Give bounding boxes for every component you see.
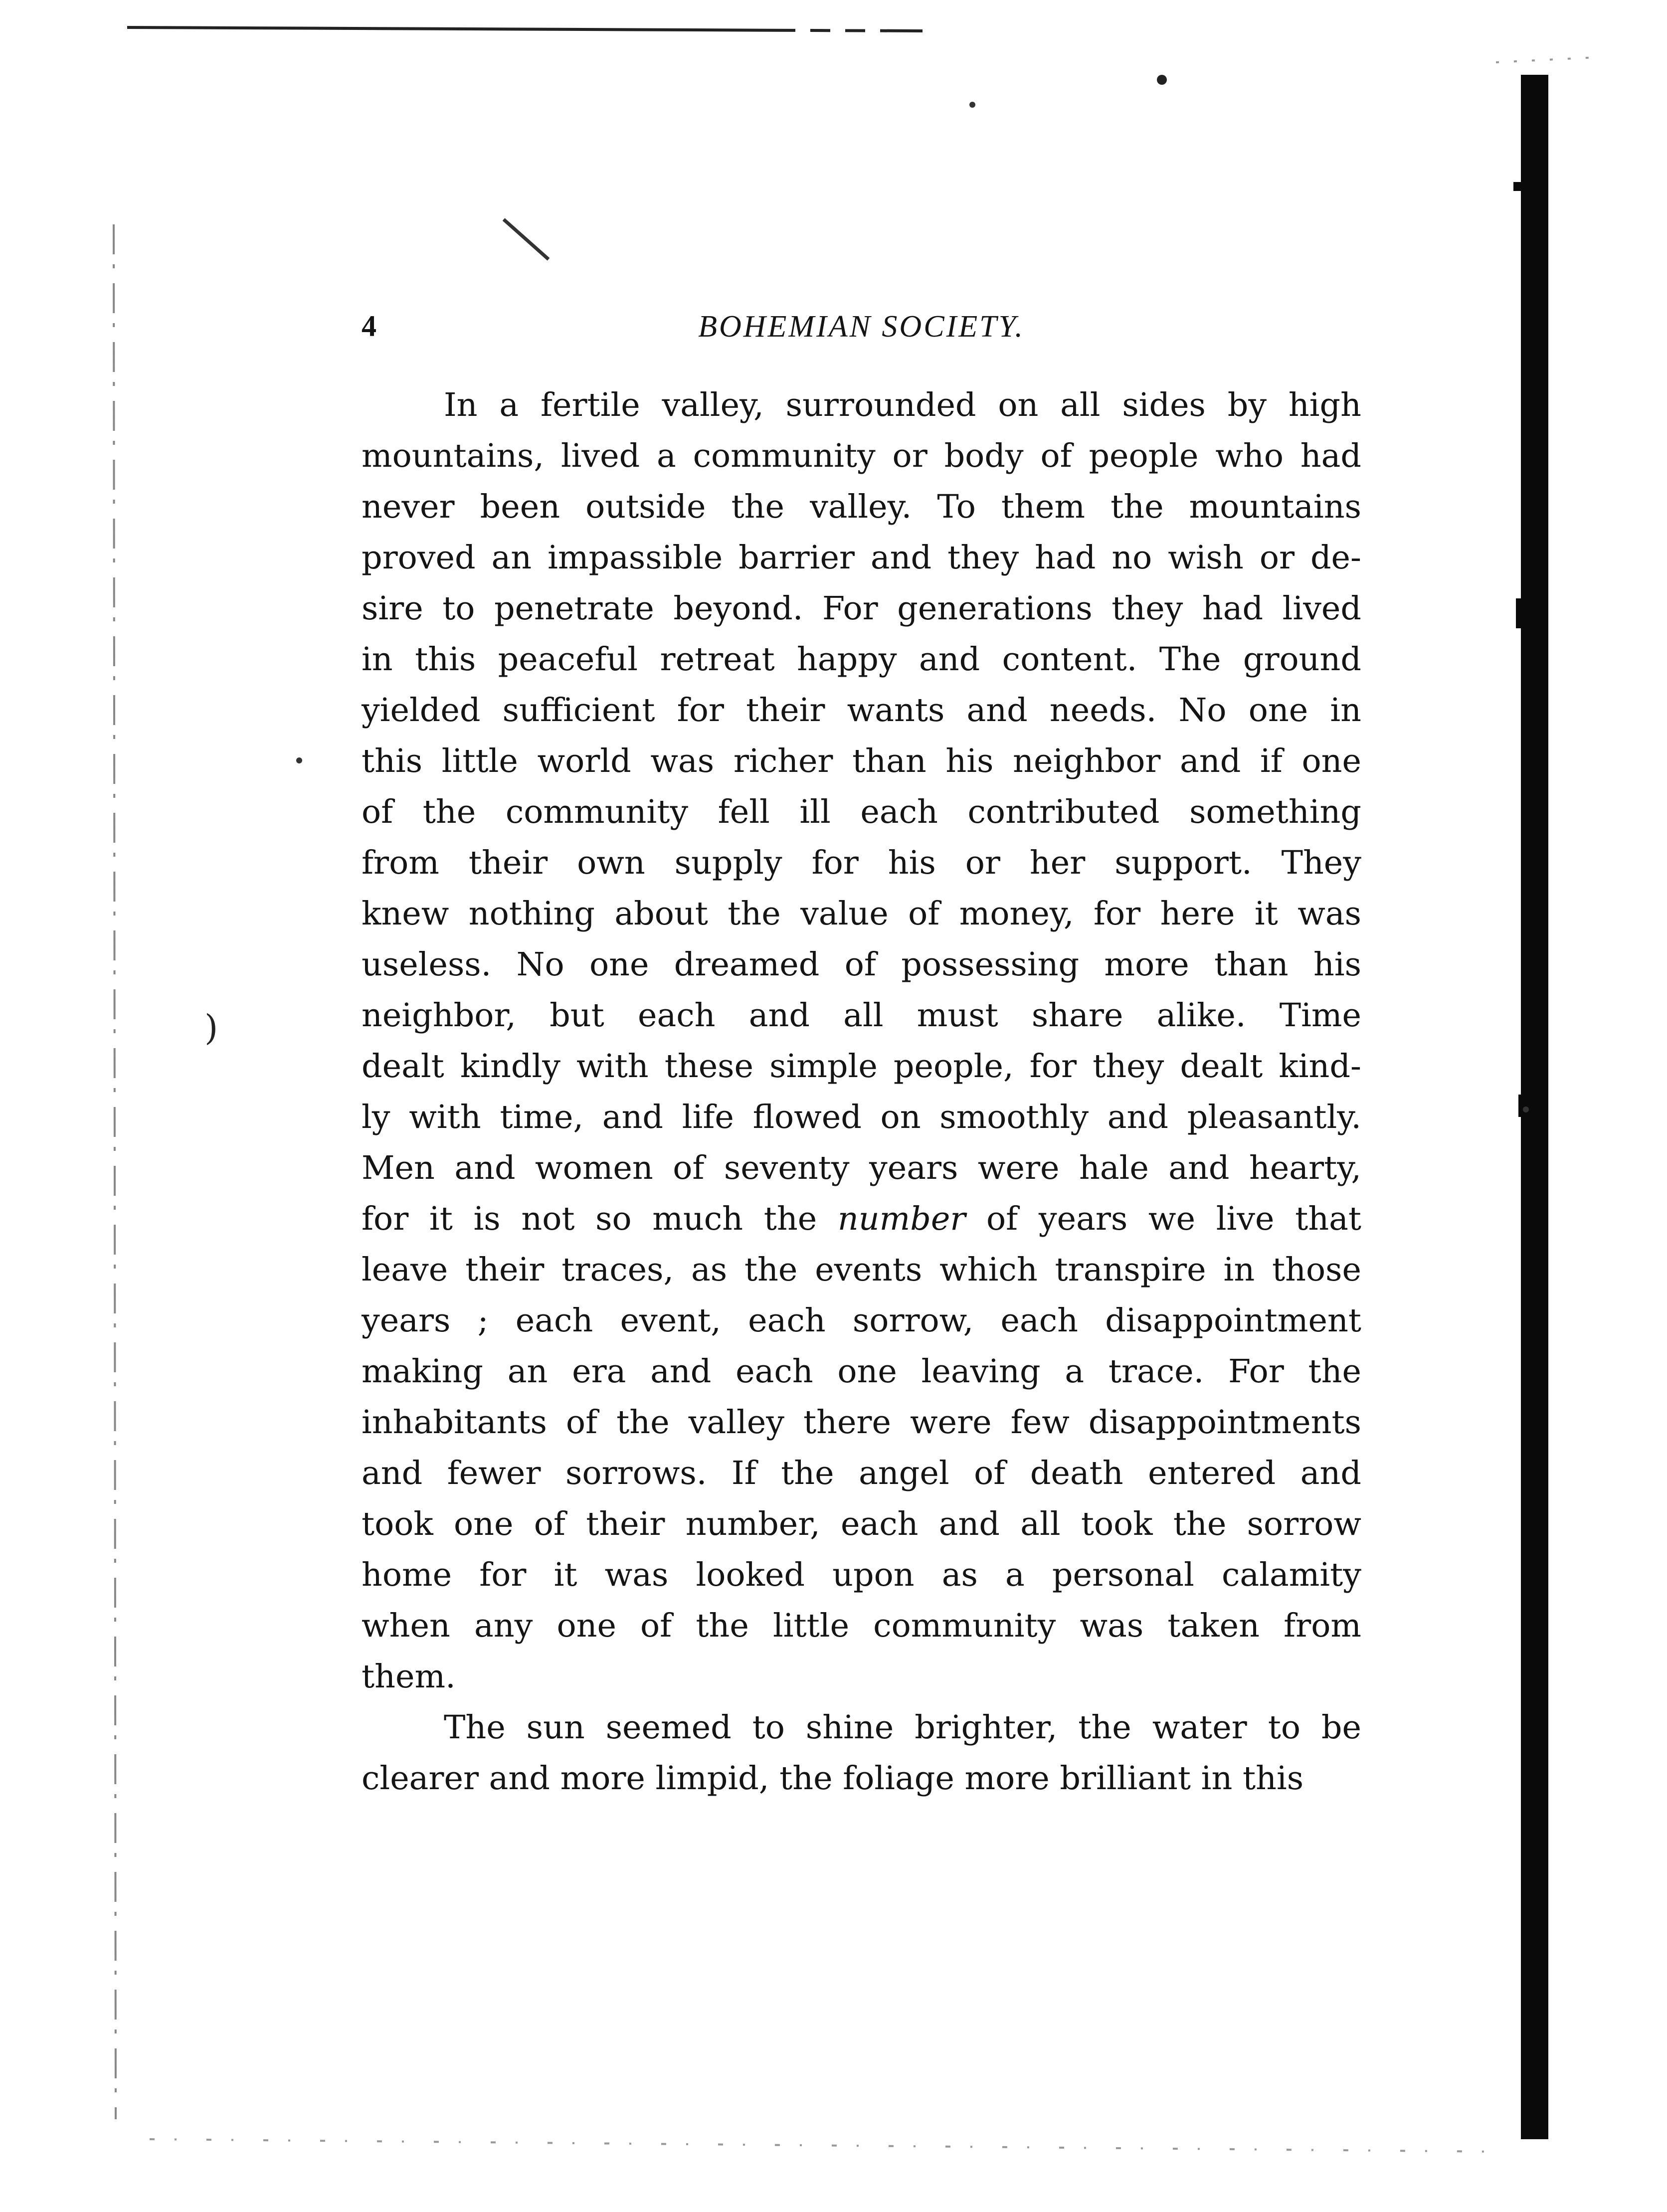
paragraph bbox=[362, 1702, 1361, 1804]
text-line: useless. No one dreamed of possessing more than his bbox=[362, 946, 1361, 983]
text-line: mountains, lived a community or body of people who had bbox=[362, 437, 1361, 475]
svg-text:): ) bbox=[204, 1007, 218, 1048]
text-line: neighbor, but each and all must share alike. Time bbox=[362, 997, 1361, 1034]
body-text bbox=[362, 380, 1361, 1804]
text-line: years ; each event, each sorrow, each disappointment bbox=[362, 1302, 1361, 1339]
text-line: and fewer sorrows. If the angel of death entered and bbox=[362, 1455, 1361, 1492]
text-line: for it is not so much the number of years we live that bbox=[362, 1200, 1361, 1238]
text-line: from their own supply for his or her support. They bbox=[362, 844, 1361, 882]
text-line: took one of their number, each and all took the sorrow bbox=[362, 1505, 1361, 1543]
text-line: them. bbox=[362, 1658, 456, 1695]
top-rule bbox=[127, 27, 923, 31]
text-line: yielded sufficient for their wants and needs. No one in bbox=[362, 692, 1361, 729]
page-number: 4 bbox=[362, 310, 376, 343]
text-line: when any one of the little community was taken from bbox=[362, 1607, 1361, 1645]
text-line: dealt kindly with these simple people, for they dealt kind- bbox=[362, 1048, 1361, 1085]
text-line: ly with time, and life flowed on smoothly and pleasantly. bbox=[362, 1099, 1361, 1136]
text-line: in this peaceful retreat happy and content. The ground bbox=[362, 641, 1361, 678]
text-line: of the community fell ill each contributed something bbox=[362, 793, 1361, 831]
text-line: Men and women of seventy years were hale and hearty, bbox=[362, 1149, 1361, 1187]
emphasized-word: number bbox=[837, 1200, 966, 1238]
text-line: inhabitants of the valley there were few disappointments bbox=[362, 1404, 1361, 1441]
running-head bbox=[362, 309, 1361, 354]
text-line: making an era and each one leaving a trace. For the bbox=[362, 1353, 1361, 1390]
text-line: clearer and more limpid, the foliage more brilliant in this bbox=[362, 1760, 1304, 1797]
text-line: leave their traces, as the events which transpire in those bbox=[362, 1251, 1361, 1289]
text-line: knew nothing about the value of money, for here it was bbox=[362, 895, 1361, 932]
text-line: never been outside the valley. To them the mountains bbox=[362, 488, 1361, 526]
text-line: home for it was looked upon as a personal calamity bbox=[362, 1556, 1361, 1594]
text-line: In a fertile valley, surrounded on all sides by high bbox=[444, 386, 1361, 424]
gutter-bar bbox=[1521, 75, 1548, 2139]
running-title: BOHEMIAN SOCIETY. bbox=[698, 310, 1025, 344]
left-edge-line bbox=[114, 224, 116, 2119]
paragraph bbox=[362, 380, 1361, 1702]
text-line: sire to penetrate beyond. For generations they had lived bbox=[362, 590, 1361, 627]
text-line: this little world was richer than his neighbor and if one bbox=[362, 742, 1361, 780]
text-line: The sun seemed to shine brighter, the water to be bbox=[444, 1709, 1361, 1746]
text-line: proved an impassible barrier and they had no wish or de- bbox=[362, 539, 1361, 576]
